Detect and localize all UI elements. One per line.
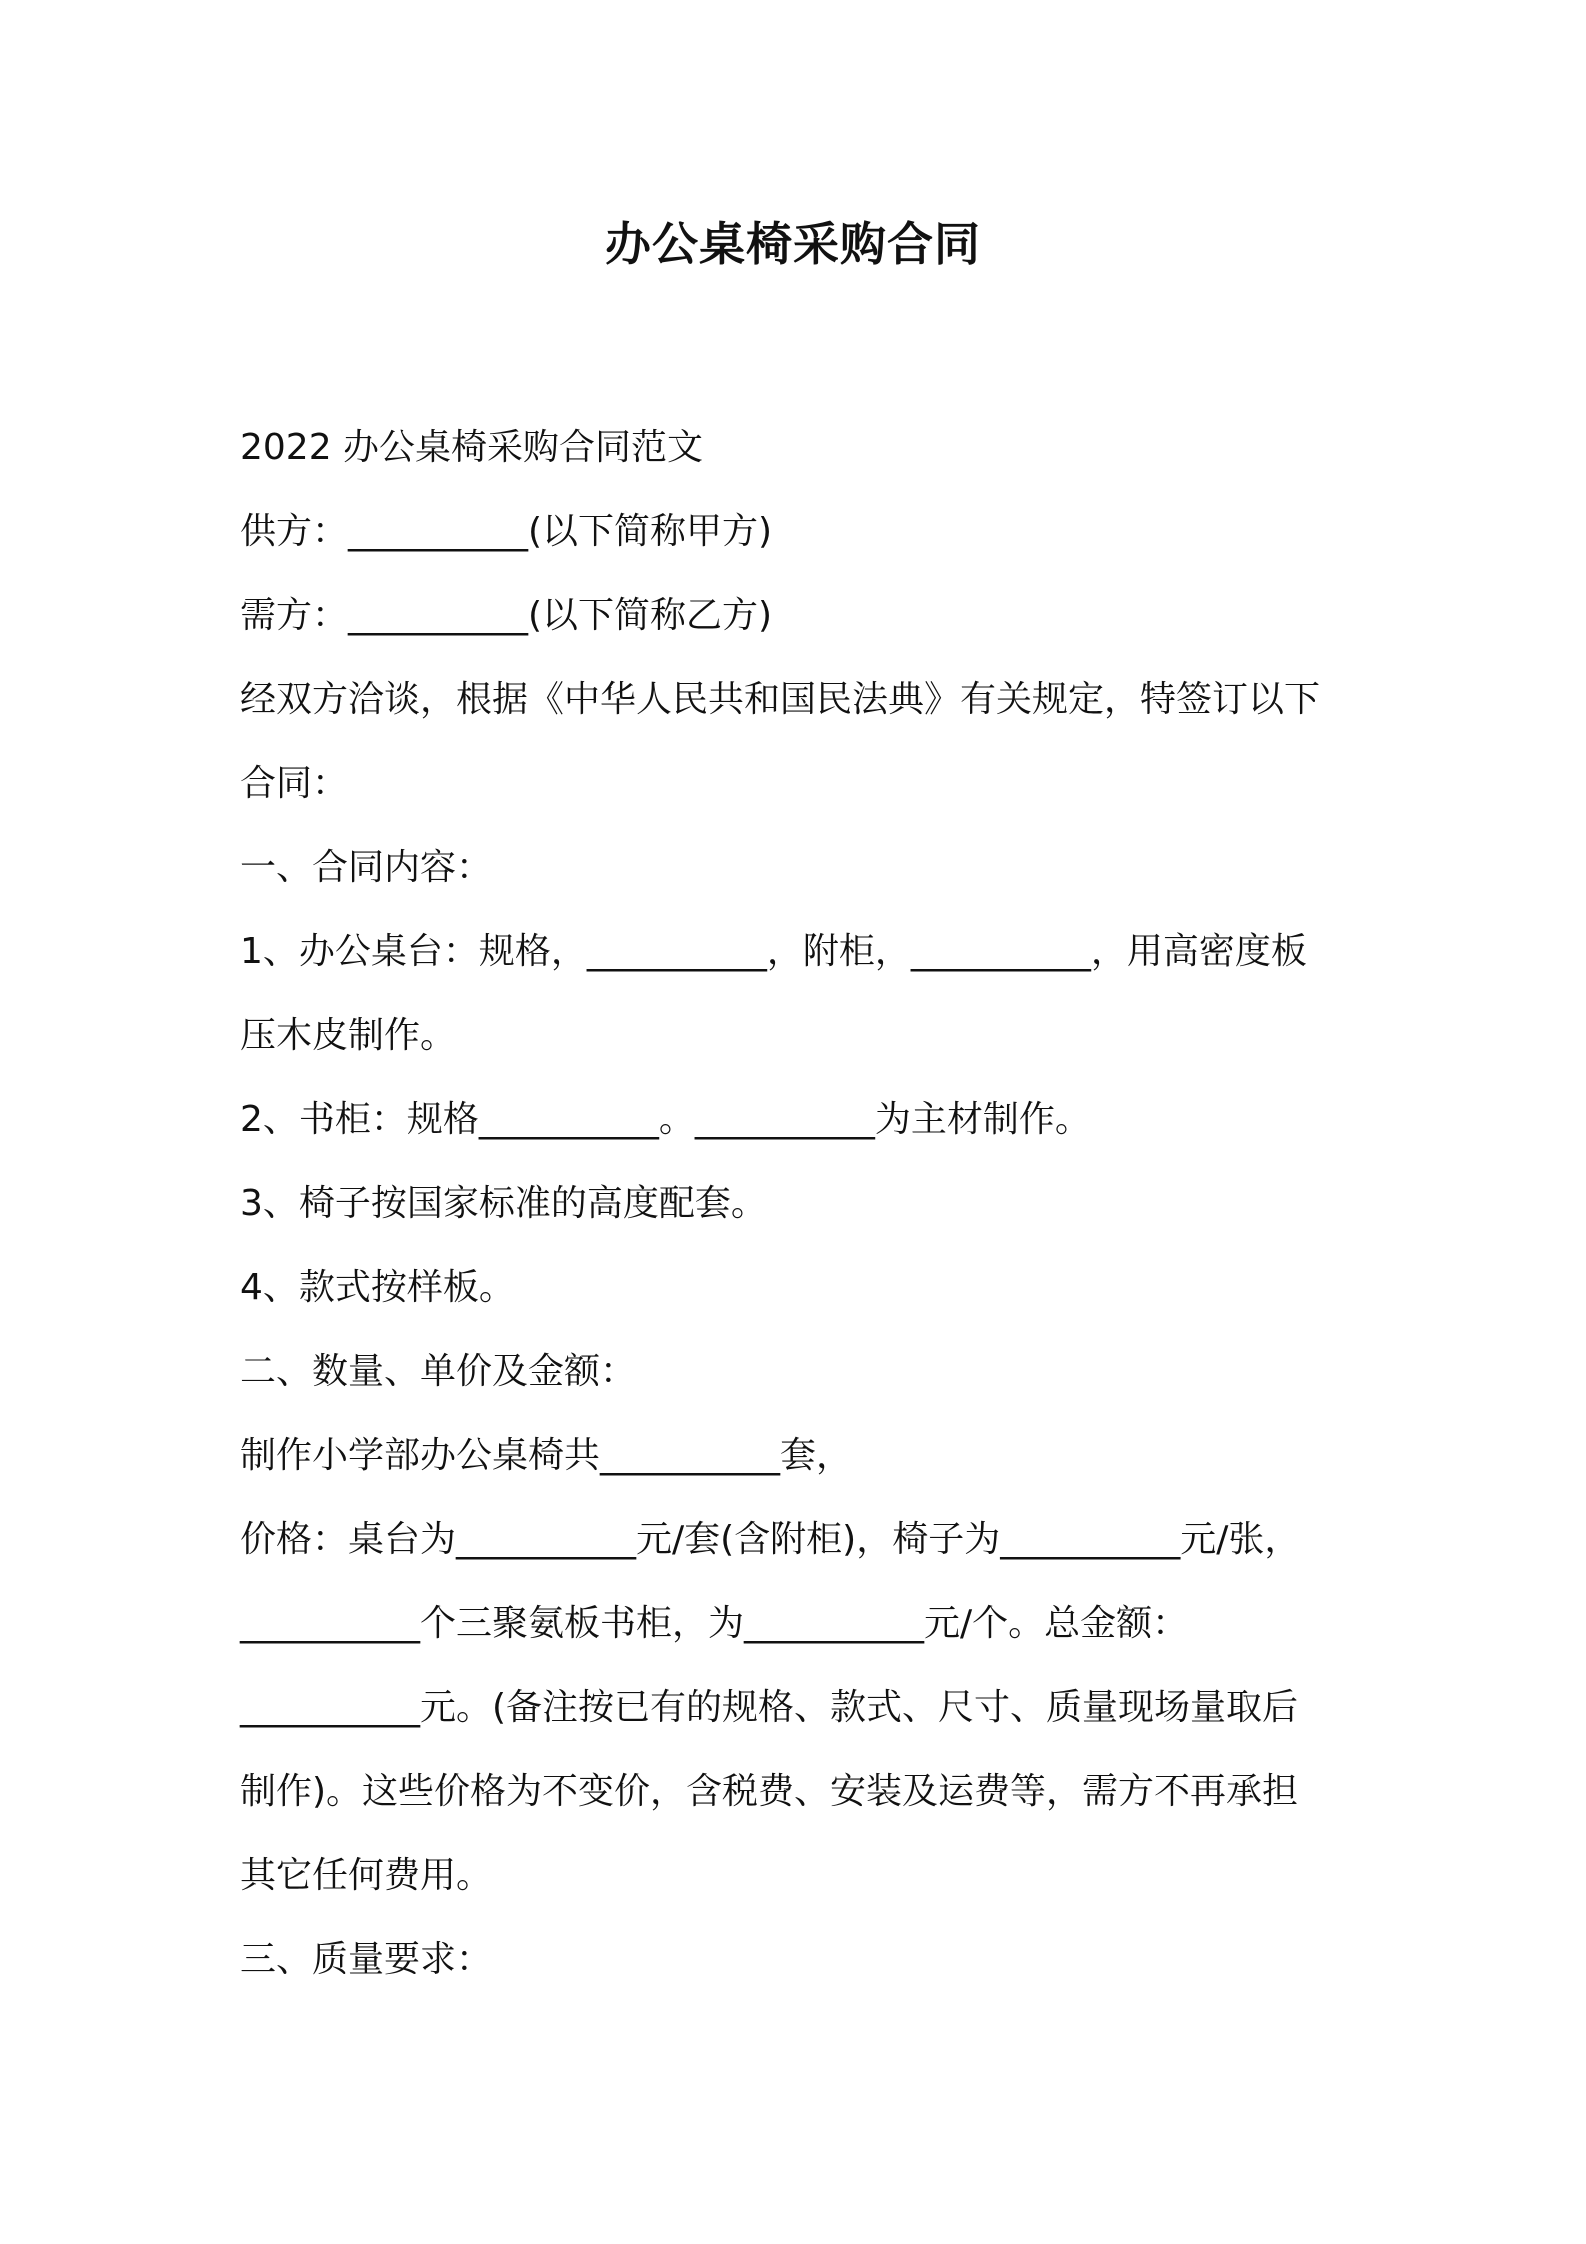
document-body <box>240 406 1360 2002</box>
paragraph-line: 制作小学部办公桌椅共__________套， <box>240 1435 853 1476</box>
section-heading: 二、数量、单价及金额： <box>240 1351 637 1392</box>
paragraph-line: 3、椅子按国家标准的高度配套。 <box>240 1183 767 1224</box>
paragraph-line: 需方：__________(以下简称乙方) <box>240 595 773 636</box>
paragraph-line: __________个三聚氨板书柜，为__________元/个。总金额： <box>240 1603 1189 1644</box>
paragraph-line: 2、书柜：规格__________。__________为主材制作。 <box>240 1099 1091 1140</box>
paragraph-line: 供方：__________(以下简称甲方) <box>240 511 773 552</box>
paragraph-line: 制作)。这些价格为不变价，含税费、安装及运费等，需方不再承担 <box>240 1771 1299 1812</box>
paragraph-line: 1、办公桌台：规格，__________，附柜，__________，用高密度板 <box>240 931 1307 972</box>
paragraph-line: 经双方洽谈，根据《中华人民共和国民法典》有关规定，特签订以下 <box>240 679 1321 720</box>
paragraph-line: __________元。(备注按已有的规格、款式、尺寸、质量现场量取后 <box>240 1687 1299 1728</box>
section-heading: 三、质量要求： <box>240 1939 493 1980</box>
paragraph-line: 合同： <box>240 763 349 804</box>
paragraph-line: 2022 办公桌椅采购合同范文 <box>240 427 704 468</box>
section-heading: 一、合同内容： <box>240 847 493 888</box>
paragraph-line: 价格：桌台为__________元/套(含附柜)，椅子为__________元/张， <box>240 1519 1301 1560</box>
paragraph-line: 压木皮制作。 <box>240 1015 457 1056</box>
paragraph-line: 其它任何费用。 <box>240 1855 493 1896</box>
document-title: 办公桌椅采购合同 <box>605 217 981 271</box>
paragraph-line: 4、款式按样板。 <box>240 1267 515 1308</box>
